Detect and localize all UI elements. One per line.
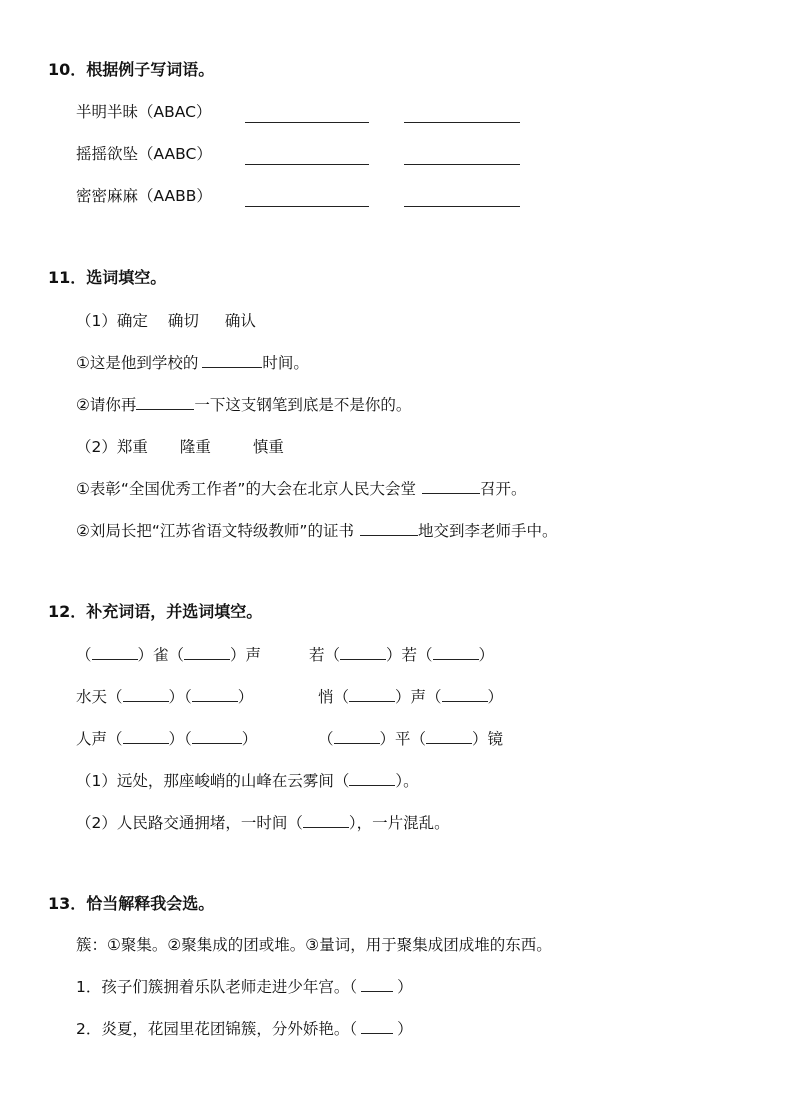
- fill-blank[interactable]: [349, 771, 395, 786]
- sentence-text: 时间。: [262, 354, 309, 372]
- q11-sentence-2: [76, 395, 411, 415]
- fill-blank[interactable]: [136, 395, 194, 410]
- q10-title: 10．根据例子写词语。: [48, 60, 215, 79]
- idiom-text: ）若（: [386, 646, 433, 664]
- q11-title: 11．选词填空。: [48, 268, 167, 287]
- sentence-text: ②刘局长把“江苏省语文特级教师”的证书: [76, 522, 354, 540]
- group-label: （2）郑重: [76, 438, 148, 456]
- sentence-text: ）。: [395, 772, 419, 790]
- q12-idiom-2: [309, 645, 494, 665]
- q12-sentence-1: [76, 771, 419, 791]
- sentence-number: （1）: [76, 772, 117, 790]
- q12-idiom-4: [318, 687, 503, 707]
- fill-blank[interactable]: [202, 353, 262, 368]
- q13-title: 13．恰当解释我会选。: [48, 894, 215, 913]
- word-option: 确认: [224, 312, 256, 330]
- q12-idiom-3: [76, 687, 253, 707]
- sentence-text: 一下这支钢笔到底是不是你的。: [194, 396, 412, 414]
- fill-blank[interactable]: [433, 645, 479, 660]
- idiom-text: ）（: [168, 730, 192, 748]
- idiom-text: ）雀（: [137, 646, 185, 664]
- sentence-text: ）: [397, 978, 413, 996]
- q13-definition: 簇：①聚集。②聚集成的团或堆。③量词，用于聚集成团成堆的东西。: [76, 936, 552, 954]
- fill-blank[interactable]: [192, 687, 238, 702]
- q10-example-1: 半明半昧（ABAC）: [76, 103, 212, 121]
- q11-word-group-2: [76, 437, 284, 457]
- word-option: 慎重: [252, 438, 284, 456]
- fill-blank[interactable]: [92, 645, 138, 660]
- word-option: 确切: [167, 312, 199, 330]
- q10-answer-blank[interactable]: [404, 206, 520, 207]
- idiom-text: ）声: [230, 646, 262, 664]
- idiom-text: ）平（: [379, 730, 427, 748]
- q10-example-2: 摇摇欲坠（AABC）: [76, 145, 212, 163]
- fill-blank[interactable]: [361, 1019, 393, 1034]
- fill-blank[interactable]: [123, 729, 169, 744]
- sentence-number: （2）: [76, 814, 117, 832]
- idiom-text: （: [76, 646, 92, 664]
- idiom-text: （: [318, 730, 334, 748]
- sentence-text: 2．炎夏，花园里花团锦簇，分外娇艳。（: [76, 1020, 358, 1038]
- fill-blank[interactable]: [303, 813, 349, 828]
- q12-idiom-1: [76, 645, 261, 665]
- q10-answer-blank[interactable]: [245, 206, 369, 207]
- idiom-text: ）: [487, 688, 504, 706]
- idiom-text: ）: [241, 730, 258, 748]
- idiom-text: ）镜: [472, 730, 504, 748]
- sentence-text: 召开。: [479, 480, 527, 498]
- sentence-text: 人民路交通拥堵，一时间（: [116, 814, 303, 832]
- fill-blank[interactable]: [360, 521, 418, 536]
- q10-example-3: 密密麻麻（AABB）: [76, 187, 212, 205]
- sentence-text: ），一片混乱。: [348, 814, 450, 832]
- sentence-text: ①表彰“全国优秀工作者”的大会在北京人民大会堂: [76, 480, 416, 498]
- fill-blank[interactable]: [442, 687, 488, 702]
- sentence-text: ）: [397, 1020, 413, 1038]
- fill-blank[interactable]: [184, 645, 230, 660]
- sentence-text: ②请你再: [76, 396, 137, 414]
- fill-blank[interactable]: [340, 645, 386, 660]
- sentence-text: 远处，那座峻峭的山峰在云雾间（: [116, 772, 350, 790]
- fill-blank[interactable]: [361, 977, 393, 992]
- idiom-text: 人声（: [76, 730, 123, 748]
- q12-idiom-5: [76, 729, 257, 749]
- q11-sentence-1: [76, 353, 309, 373]
- q12-sentence-2: [76, 813, 450, 833]
- q10-answer-blank[interactable]: [245, 122, 369, 123]
- q12-title: 12．补充词语，并选词填空。: [48, 602, 263, 621]
- fill-blank[interactable]: [426, 729, 472, 744]
- group-label: （1）确定: [76, 312, 148, 330]
- fill-blank[interactable]: [349, 687, 395, 702]
- idiom-text: ）: [478, 646, 495, 664]
- q10-answer-blank[interactable]: [404, 122, 520, 123]
- fill-blank[interactable]: [123, 687, 169, 702]
- q13-sentence-2: [76, 1019, 413, 1039]
- idiom-text: 若（: [309, 646, 341, 664]
- idiom-text: ）: [237, 688, 254, 706]
- sentence-text: ①这是他到学校的: [76, 354, 199, 372]
- q10-answer-blank[interactable]: [404, 164, 520, 165]
- sentence-text: 1．孩子们簇拥着乐队老师走进少年宫。（: [76, 978, 358, 996]
- idiom-text: 悄（: [318, 688, 350, 706]
- q11-sentence-4: [76, 521, 557, 541]
- fill-blank[interactable]: [334, 729, 380, 744]
- word-option: 隆重: [179, 438, 211, 456]
- q12-idiom-6: [318, 729, 503, 749]
- q13-sentence-1: [76, 977, 413, 997]
- q11-word-group-1: [76, 311, 256, 331]
- q11-sentence-3: [76, 479, 526, 499]
- q10-answer-blank[interactable]: [245, 164, 369, 165]
- idiom-text: 水天（: [76, 688, 123, 706]
- idiom-text: ）（: [168, 688, 192, 706]
- fill-blank[interactable]: [422, 479, 480, 494]
- sentence-text: 地交到李老师手中。: [417, 522, 558, 540]
- fill-blank[interactable]: [192, 729, 242, 744]
- idiom-text: ）声（: [395, 688, 442, 706]
